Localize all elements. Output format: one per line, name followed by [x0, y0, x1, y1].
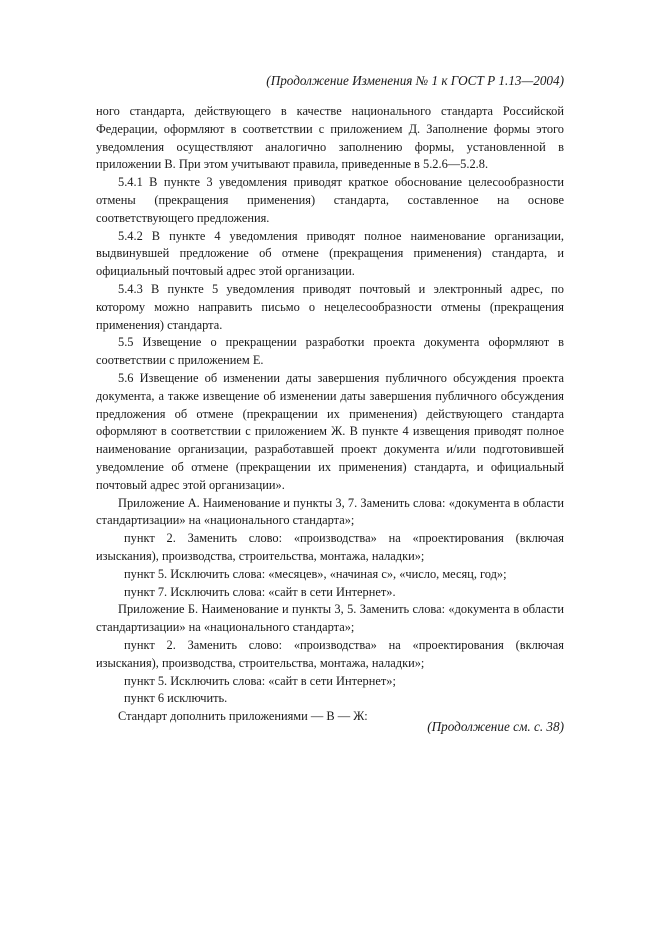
paragraph-appendix-b-item-6: пункт 6 исключить.	[124, 691, 228, 706]
paragraph-5-4-2: 5.4.2 В пункте 4 уведомления приводят полное наименование организации, выдвинувшей предложение об отмене (прекращения применения) стандарта, и официальный почтовый адрес этой организации.	[96, 228, 564, 279]
paragraph-continuation: ного стандарта, действующего в качестве национального стандарта Российской Федерации, оформляют в соответствии с приложением Д. Заполнение формы этого уведомления осуществляют аналогично заполнению формы, установленной в приложении В. При этом учитывают правила, приведенные в 5.2.6—5.2.8.	[96, 104, 564, 172]
document-body	[96, 103, 564, 726]
paragraph-5-6: 5.6 Извещение об изменении даты завершения публичного обсуждения проекта документа, а также извещение об изменении даты завершения публичного обсуждения предложения об отмене (прекращении их применения) действующего стандарта оформляют в соответствии с приложением Ж. В пункте 4 извещения приводят полное наименование организации, разработавшей проект документа и/или подготовившей уведомление об отмене (прекращении их применения) стандарта, и официальный почтовый адрес этой организации».	[96, 370, 564, 492]
paragraph-appendix-b-item-5: пункт 5. Исключить слова: «сайт в сети Интернет»;	[124, 673, 396, 688]
paragraph-appendix-b-item-2: пункт 2. Заменить слово: «производства» на «проектирования (включая изыскания), производства, строительства, монтажа, наладки»;	[96, 637, 564, 670]
page-header-continuation: (Продолжение Изменения № 1 к ГОСТ Р 1.13—2004)	[266, 73, 564, 88]
page-footer-continuation: (Продолжение см. с. 38)	[427, 719, 564, 734]
paragraph-appendix-a: Приложение А. Наименование и пункты 3, 7. Заменить слова: «документа в области стандартизации» на «национального стандарта»;	[96, 495, 564, 528]
paragraph-5-4-1: 5.4.1 В пункте 3 уведомления приводят краткое обоснование целесообразности отмены (прекращения применения) стандарта, составленное на основе соответствующего предложения.	[96, 175, 564, 225]
paragraph-appendix-a-item-7: пункт 7. Исключить слова: «сайт в сети Интернет».	[124, 584, 396, 599]
paragraph-appendix-a-item-2: пункт 2. Заменить слово: «производства» на «проектирования (включая изыскания), производства, строительства, монтажа, наладки»;	[96, 531, 564, 563]
paragraph-appendix-a-item-5: пункт 5. Исключить слова: «месяцев», «начиная с», «число, месяц, год»;	[124, 566, 507, 581]
paragraph-appendix-b: Приложение Б. Наименование и пункты 3, 5. Заменить слова: «документа в области стандартизации» на «национального стандарта»;	[96, 602, 564, 635]
paragraph-supplement: Стандарт дополнить приложениями — В — Ж:	[118, 709, 368, 724]
paragraph-5-4-3: 5.4.3 В пункте 5 уведомления приводят почтовый и электронный адрес, по которому можно направить письмо о нецелесообразности отмены (прекращения применения) стандарта.	[96, 281, 564, 332]
paragraph-5-5: 5.5 Извещение о прекращении разработки проекта документа оформляют в соответствии с приложением Е.	[96, 335, 564, 368]
